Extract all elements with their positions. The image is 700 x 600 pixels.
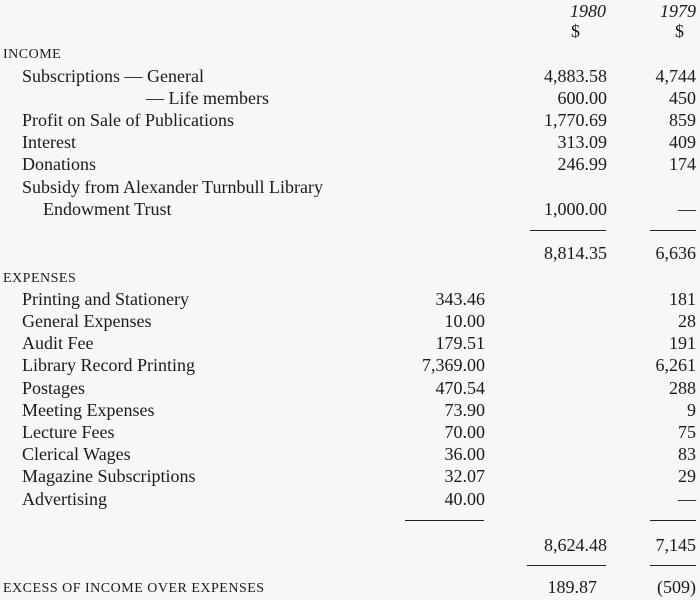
income-current-value: 1,000.00 — [544, 199, 607, 219]
expenses-total-rule — [527, 565, 606, 566]
expense-prior: 83 — [678, 444, 696, 464]
expenses-total-rule-prior — [650, 565, 696, 566]
year-prior-header: 1979 — [660, 1, 696, 21]
expense-amount: 36.00 — [444, 444, 485, 464]
income-prior-value: 450 — [669, 88, 696, 108]
expense-amount: 343.46 — [435, 289, 485, 309]
income-label: — Life members — [146, 88, 269, 108]
income-label: Profit on Sale of Publications — [22, 110, 234, 130]
expense-prior: 181 — [669, 289, 696, 309]
expense-prior: 288 — [669, 378, 696, 398]
income-label: Interest — [22, 132, 76, 152]
expense-prior: 9 — [687, 400, 696, 420]
expense-label: Meeting Expenses — [22, 400, 155, 420]
income-current-value: 4,883.58 — [544, 66, 607, 86]
expense-prior: 6,261 — [655, 355, 696, 375]
income-current-value: 1,770.69 — [544, 110, 607, 130]
expenses-total-prior: 7,145 — [655, 535, 696, 555]
expense-amount: 179.51 — [435, 333, 485, 353]
year-current-header: 1980 — [570, 1, 606, 21]
income-section-title: INCOME — [3, 47, 62, 62]
income-label: Endowment Trust — [43, 199, 172, 219]
currency-current-header: $ — [571, 21, 580, 41]
expense-prior: 191 — [669, 333, 696, 353]
expenses-total-current: 8,624.48 — [544, 535, 607, 555]
income-prior-value: 4,744 — [655, 66, 696, 86]
expense-amount: 70.00 — [444, 422, 485, 442]
income-label: Subsidy from Alexander Turnbull Library — [22, 177, 323, 197]
expense-amount: 10.00 — [444, 311, 485, 331]
income-total-prior: 6,636 — [655, 243, 696, 263]
expense-prior: 29 — [678, 466, 696, 486]
income-prior-value: — — [678, 199, 696, 219]
income-total-rule — [530, 230, 606, 231]
expense-prior: 28 — [678, 311, 696, 331]
income-label: Subscriptions — General — [22, 66, 204, 86]
income-total-current: 8,814.35 — [544, 243, 607, 263]
expense-label: Printing and Stationery — [22, 289, 189, 309]
expense-label: Postages — [22, 378, 85, 398]
income-prior-value: 409 — [669, 132, 696, 152]
expense-label: General Expenses — [22, 311, 152, 331]
excess-label: EXCESS OF INCOME OVER EXPENSES — [3, 581, 265, 596]
expense-amount: 40.00 — [444, 489, 485, 509]
excess-prior: (509) — [657, 577, 696, 597]
income-current-value: 313.09 — [557, 132, 607, 152]
income-total-rule-prior — [650, 230, 696, 231]
expense-amount: 470.54 — [435, 378, 485, 398]
income-prior-value: 859 — [669, 110, 696, 130]
income-current-value: 600.00 — [557, 88, 607, 108]
excess-current: 189.87 — [547, 577, 597, 597]
expense-label: Clerical Wages — [22, 444, 131, 464]
expense-label: Lecture Fees — [22, 422, 115, 442]
expense-prior: — — [678, 489, 696, 509]
expense-subtotal-rule-prior — [650, 520, 696, 521]
currency-prior-header: $ — [675, 21, 684, 41]
expense-amount: 7,369.00 — [422, 355, 485, 375]
expense-subtotal-rule — [405, 520, 484, 521]
expense-label: Audit Fee — [22, 333, 94, 353]
expense-prior: 75 — [678, 422, 696, 442]
expenses-section-title: EXPENSES — [3, 271, 77, 286]
expense-label: Advertising — [22, 489, 107, 509]
income-label: Donations — [22, 154, 96, 174]
expense-label: Library Record Printing — [22, 355, 195, 375]
income-current-value: 246.99 — [557, 154, 607, 174]
expense-amount: 32.07 — [444, 466, 485, 486]
income-prior-value: 174 — [669, 154, 696, 174]
expense-label: Magazine Subscriptions — [22, 466, 196, 486]
expense-amount: 73.90 — [444, 400, 485, 420]
